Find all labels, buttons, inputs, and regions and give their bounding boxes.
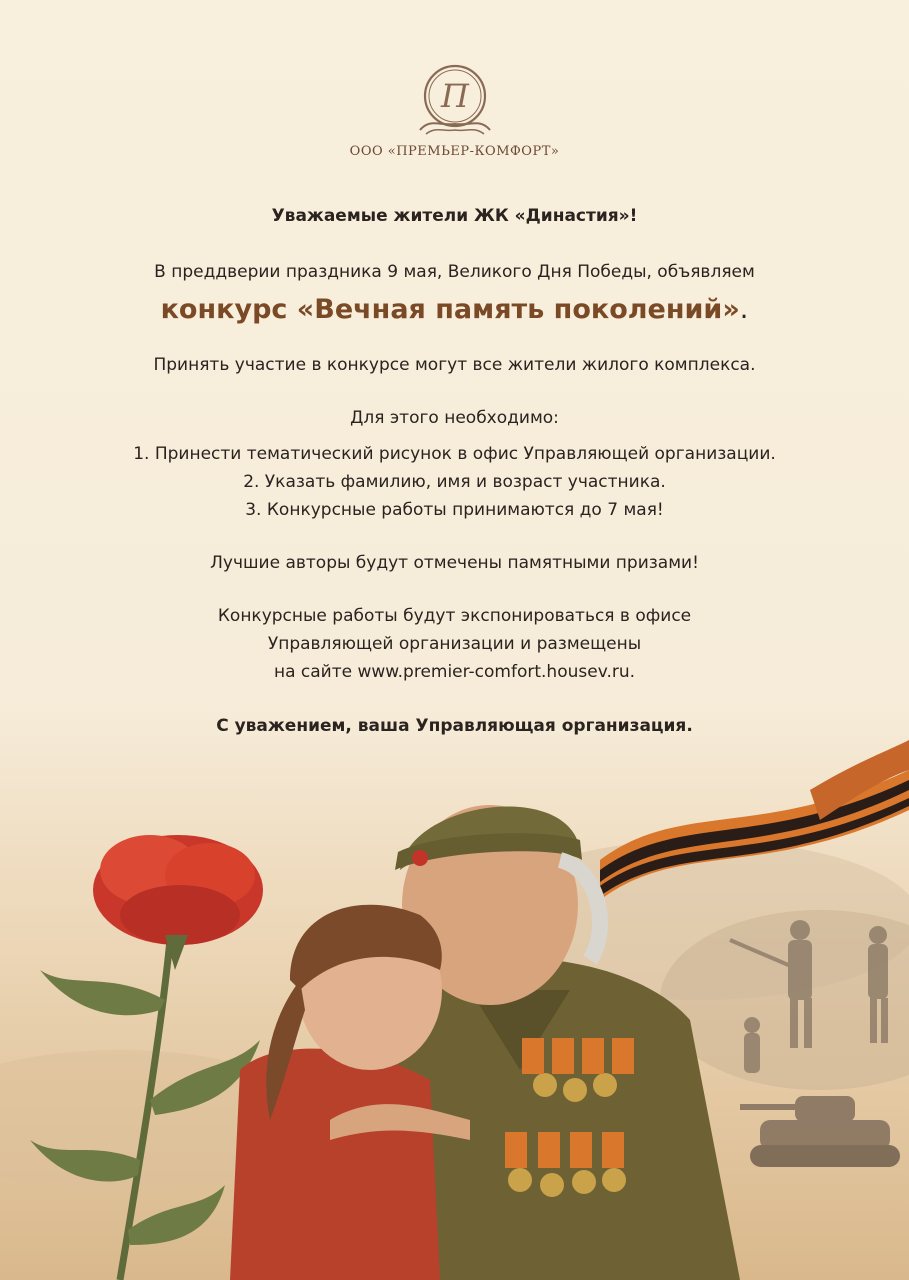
signature: С уважением, ваша Управляющая организация. bbox=[216, 716, 693, 736]
company-name: ООО «ПРЕМЬЕР-КОМФОРТ» bbox=[349, 144, 560, 159]
monogram-emblem-icon bbox=[416, 60, 494, 140]
requirements-heading: Для этого необходимо: bbox=[350, 408, 559, 428]
exhibition-text: на сайте www.premier-comfort.housev.ru. bbox=[273, 662, 636, 682]
requirement-step: 3. Конкурсные работы принимаются до 7 мая! bbox=[245, 500, 664, 520]
logo-letter: П bbox=[441, 77, 469, 115]
greeting-heading: Уважаемые жители ЖК «Династия»! bbox=[271, 206, 638, 226]
prizes-text: Лучшие авторы будут отмечены памятными призами! bbox=[210, 553, 699, 573]
exhibition-text: Конкурсные работы будут экспонироваться в офисе bbox=[217, 606, 692, 626]
contest-title bbox=[0, 294, 909, 325]
requirement-step: 2. Указать фамилию, имя и возраст участника. bbox=[243, 472, 666, 492]
requirement-step: 1. Принести тематический рисунок в офис Управляющей организации. bbox=[133, 444, 776, 464]
exhibition-text: Управляющей организации и размещены bbox=[267, 634, 642, 654]
veteran-illustration bbox=[0, 740, 909, 1280]
intro-text: В преддверии праздника 9 мая, Великого Дня Победы, объявляем bbox=[154, 262, 755, 282]
contest-title-text: конкурс «Вечная память поколений» bbox=[160, 294, 740, 325]
eligibility-text: Принять участие в конкурсе могут все жители жилого комплекса. bbox=[153, 355, 756, 375]
contest-title-period: . bbox=[739, 294, 749, 325]
